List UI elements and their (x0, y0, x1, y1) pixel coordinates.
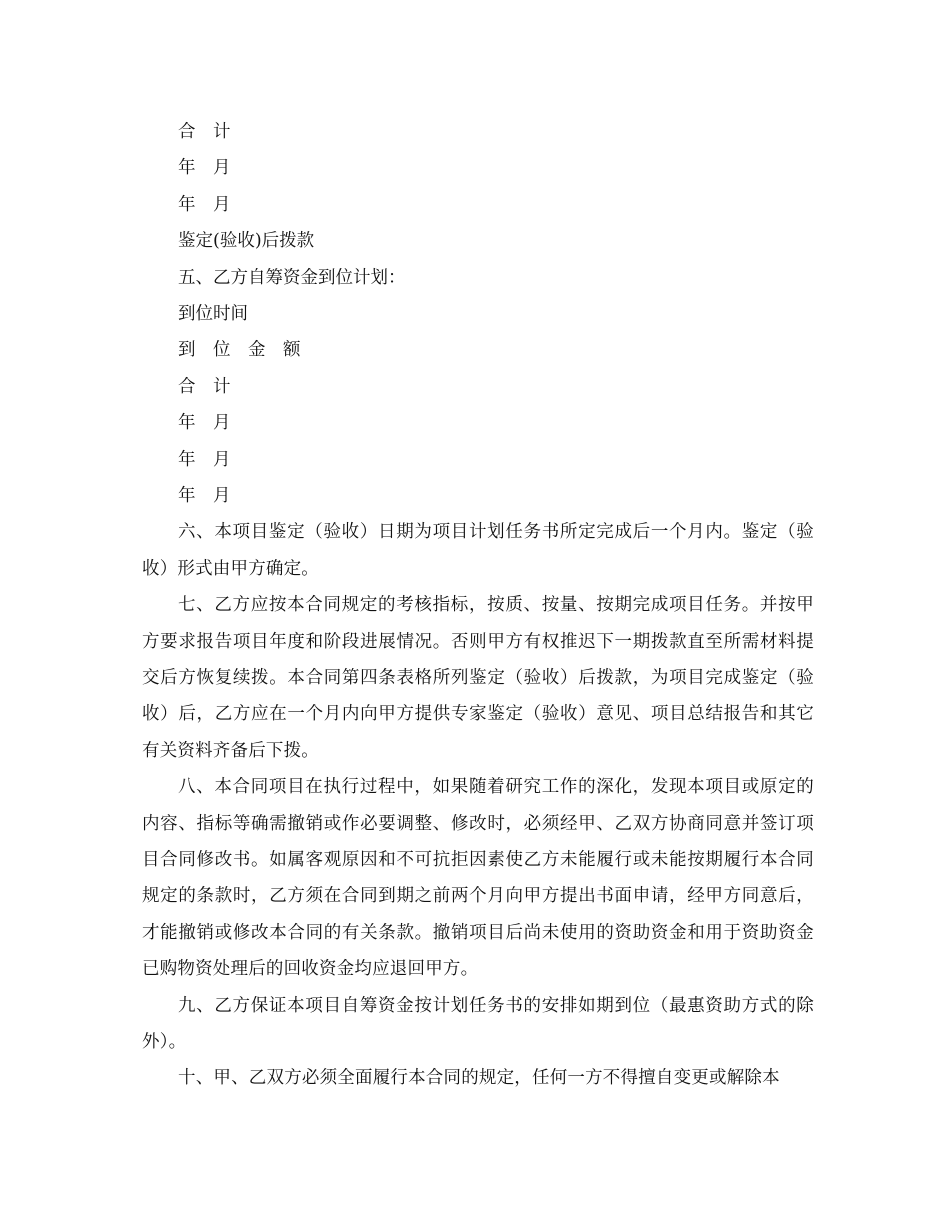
table-cell-total: 合 计 (178, 376, 231, 397)
section-heading-self-funding-plan: 五、乙方自筹资金到位计划： (178, 267, 406, 288)
table-cell-year-month: 年 月 (178, 413, 231, 434)
clause-8-paragraph: 八、本合同项目在执行过程中，如果随着研究工作的深化，发现本项目或原定的内容、指标等确需撤销或作必要调整、修改时，必须经甲、乙双方协商同意并签订项目合同修改书。如属客观原因和不可抗拒因素使乙方未能履行或未能按期履行本合同规定的条款时，乙方须在合同到期之前两个月向甲方提出书面申请，经甲方同意后，才能撤销或修改本合同的有关条款。撤销项目后尚未使用的资助资金和用于资助资金已购物资处理后的回收资金均应退回甲方。 (142, 777, 814, 980)
table-cell-post-appraisal-payment: 鉴定(验收)后拨款 (178, 231, 315, 252)
table-header-arrival-amount: 到 位 金 额 (178, 340, 301, 361)
clause-7-paragraph: 七、乙方应按本合同规定的考核指标，按质、按量、按期完成项目任务。并按甲方要求报告项目年度和阶段进展情况。否则甲方有权推迟下一期拨款直至所需材料提交后方恢复续拨。本合同第四条表格所列鉴定（验收）后拨款，为项目完成鉴定（验收）后，乙方应在一个月内向甲方提供专家鉴定（验收）意见、项目总结报告和其它有关资料齐备后下拨。 (142, 595, 814, 761)
clause-10-paragraph: 十、甲、乙双方必须全面履行本合同的规定，任何一方不得擅自变更或解除本 (178, 1068, 780, 1089)
table-cell-year-month: 年 月 (178, 158, 231, 179)
table-cell-total: 合 计 (178, 122, 231, 142)
clause-6-paragraph: 六、本项目鉴定（验收）日期为项目计划任务书所定完成后一个月内。鉴定（验收）形式由甲方确定。 (142, 522, 814, 579)
table-cell-year-month: 年 月 (178, 449, 231, 470)
document-body (142, 114, 822, 1097)
table-header-arrival-time: 到位时间 (178, 303, 248, 324)
clause-9-paragraph: 九、乙方保证本项目自筹资金按计划任务书的安排如期到位（最惠资助方式的除外）。 (142, 995, 814, 1052)
table-cell-year-month: 年 月 (178, 194, 231, 215)
table-cell-year-month: 年 月 (178, 485, 231, 506)
